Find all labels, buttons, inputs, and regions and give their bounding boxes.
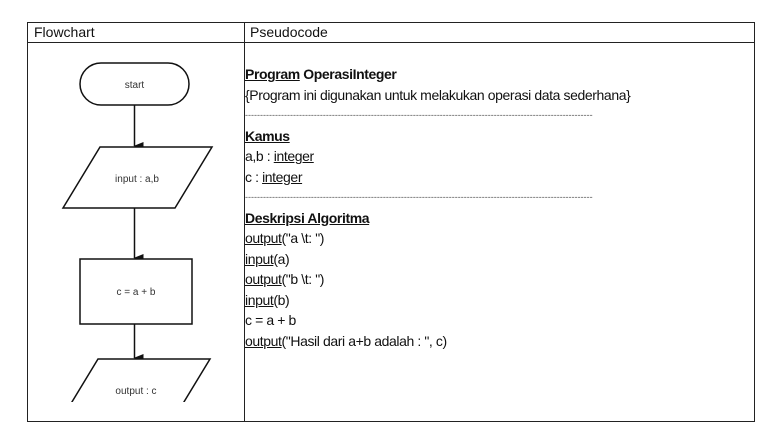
keyword: output bbox=[245, 332, 282, 349]
algorithm-line bbox=[245, 310, 697, 331]
keyword: output bbox=[245, 230, 282, 246]
var-names: c : bbox=[245, 168, 263, 185]
pseudocode-block bbox=[245, 64, 697, 351]
algorithm-line bbox=[245, 269, 697, 290]
input-parallelogram bbox=[63, 147, 212, 208]
start-terminal bbox=[80, 63, 189, 105]
program-line bbox=[245, 64, 697, 85]
statement: (b) bbox=[273, 291, 290, 308]
algorithm-line bbox=[245, 249, 697, 270]
statement: c = a + b bbox=[245, 312, 296, 328]
statement: ("b \t: ") bbox=[281, 271, 325, 287]
keyword: input bbox=[245, 291, 274, 308]
kamus-line bbox=[245, 146, 697, 167]
process-label: c = a + b bbox=[116, 287, 156, 298]
keyword: input bbox=[245, 250, 274, 267]
program-keyword: Program bbox=[245, 66, 300, 82]
deskripsi-heading: Deskripsi Algoritma bbox=[245, 209, 370, 226]
program-name: OperasiInteger bbox=[299, 66, 397, 82]
kamus-heading: Kamus bbox=[245, 127, 290, 144]
var-type: integer bbox=[262, 168, 303, 185]
statement: ("Hasil dari a+b adalah : ", c) bbox=[281, 332, 447, 349]
separator: -------------------------------------------------------------------------------------------------------------------- bbox=[245, 110, 593, 120]
algorithm-line bbox=[245, 331, 697, 352]
output-label: output : c bbox=[115, 386, 157, 397]
output-parallelogram bbox=[61, 359, 210, 402]
var-type: integer bbox=[273, 148, 314, 164]
statement: (a) bbox=[273, 250, 290, 267]
algorithm-line bbox=[245, 290, 697, 311]
statement: ("a \t: ") bbox=[281, 230, 325, 246]
input-label: input : a,b bbox=[115, 174, 159, 185]
kamus-line bbox=[245, 167, 697, 188]
algorithm-line bbox=[245, 228, 697, 249]
process-box bbox=[80, 259, 192, 324]
start-label: start bbox=[124, 80, 145, 91]
header-flowchart: Flowchart bbox=[34, 24, 95, 40]
program-comment: {Program ini digunakan untuk melakukan operasi data sederhana} bbox=[245, 86, 631, 103]
var-names: a,b : bbox=[245, 148, 274, 164]
flowchart-diagram bbox=[0, 0, 243, 402]
separator: -------------------------------------------------------------------------------------------------------------------- bbox=[245, 192, 593, 202]
keyword: output bbox=[245, 271, 282, 287]
header-pseudocode: Pseudocode bbox=[250, 24, 328, 40]
